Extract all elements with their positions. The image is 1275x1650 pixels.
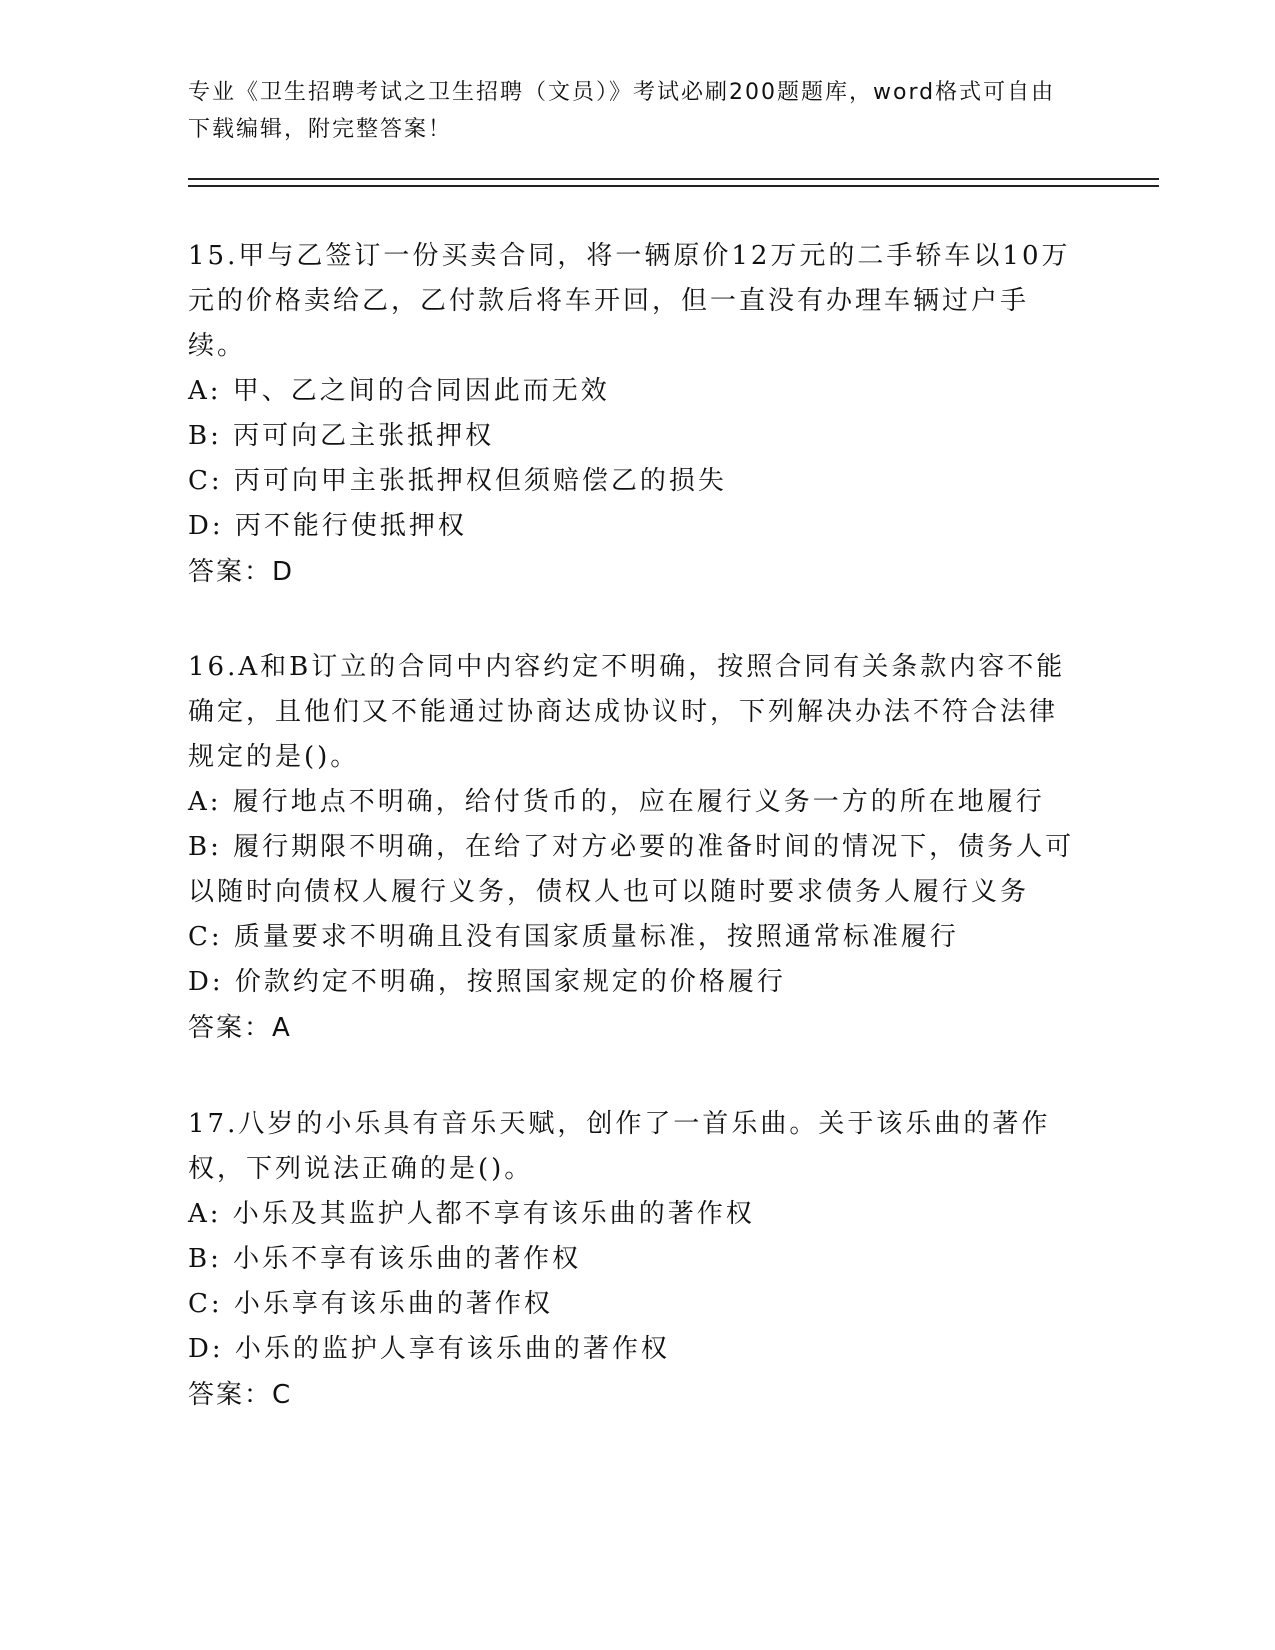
option-c: C: 丙可向甲主张抵押权但须赔偿乙的损失: [188, 466, 727, 496]
option-c: C: 小乐享有该乐曲的著作权: [188, 1289, 553, 1319]
intro-text: 专业《卫生招聘考试之卫生招聘（文员）》考试必刷200题题库，word格式可自由下载编辑，附完整答案！: [188, 80, 1056, 142]
option-d: D: 丙不能行使抵押权: [188, 511, 467, 541]
answer: 答案：C: [188, 1380, 293, 1410]
option-c: C: 质量要求不明确且没有国家质量标准，按照通常标准履行: [188, 922, 959, 952]
option-d: D: 小乐的监护人享有该乐曲的著作权: [188, 1334, 670, 1364]
question-stem: 16.A和B订立的合同中内容约定不明确，按照合同有关条款内容不能确定，且他们又不能通过协商达成协议时，下列解决办法不符合法律规定的是()。: [188, 652, 1066, 772]
option-a: A: 履行地点不明确，给付货币的，应在履行义务一方的所在地履行: [188, 787, 1045, 817]
question-16: [188, 645, 1078, 1051]
option-a: A: 小乐及其监护人都不享有该乐曲的著作权: [188, 1199, 755, 1229]
question-stem: 17.八岁的小乐具有音乐天赋，创作了一首乐曲。关于该乐曲的著作权，下列说法正确的是()。: [188, 1109, 1051, 1184]
option-b: B: 丙可向乙主张抵押权: [188, 421, 495, 451]
document-header: [188, 74, 1078, 148]
answer: 答案：A: [188, 1013, 292, 1043]
header-divider-top: [188, 178, 1159, 180]
option-a: A: 甲、乙之间的合同因此而无效: [188, 376, 610, 406]
question-stem: 15.甲与乙签订一份买卖合同，将一辆原价12万元的二手轿车以10万元的价格卖给乙，乙付款后将车开回，但一直没有办理车辆过户手续。: [188, 241, 1071, 361]
question-15: [188, 234, 1078, 595]
option-b: B: 履行期限不明确，在给了对方必要的准备时间的情况下，债务人可以随时向债权人履行义务，债权人也可以随时要求债务人履行义务: [188, 832, 1075, 907]
answer: 答案：D: [188, 557, 295, 587]
question-17: [188, 1102, 1078, 1418]
option-d: D: 价款约定不明确，按照国家规定的价格履行: [188, 967, 786, 997]
header-divider-bottom: [188, 185, 1159, 187]
option-b: B: 小乐不享有该乐曲的著作权: [188, 1244, 582, 1274]
